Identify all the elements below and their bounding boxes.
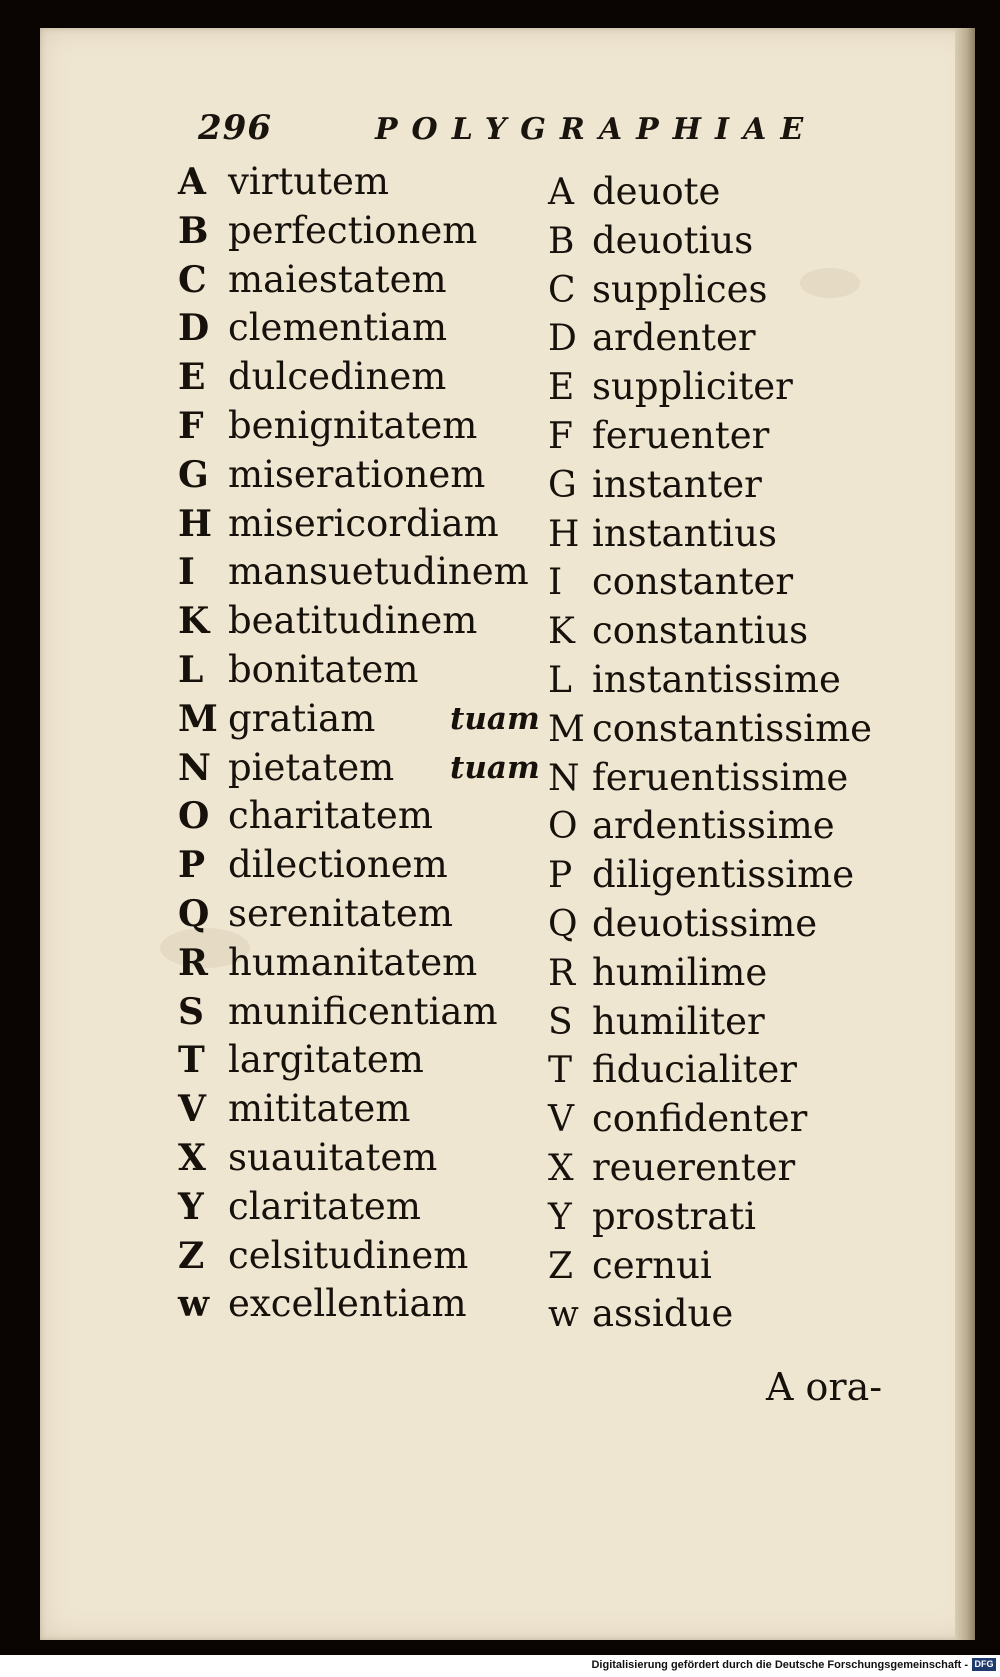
- right-column-row: [548, 558, 888, 607]
- cipher-letter: G: [178, 453, 209, 496]
- cipher-letter: V: [178, 1088, 206, 1131]
- left-column-row: [178, 548, 558, 597]
- left-column-row: [178, 353, 558, 402]
- cipher-word: virtutem: [228, 160, 389, 203]
- cipher-letter: R: [178, 941, 208, 984]
- left-column-row: [178, 695, 558, 744]
- right-column-row: [548, 1046, 888, 1095]
- cipher-letter: A: [548, 172, 574, 213]
- cipher-letter: B: [178, 209, 209, 252]
- cipher-letter: C: [548, 269, 576, 311]
- cipher-letter: M: [548, 708, 585, 750]
- cipher-word: miserationem: [228, 452, 486, 496]
- cipher-letter: H: [548, 513, 580, 555]
- cipher-word: excellentiam: [228, 1282, 467, 1326]
- cipher-word: munificentiam: [228, 989, 498, 1033]
- cipher-letter: G: [548, 464, 577, 506]
- left-column-row: [178, 890, 558, 939]
- left-column-row: [178, 1134, 558, 1183]
- right-column-row: [548, 1144, 888, 1193]
- cipher-letter: M: [178, 697, 218, 740]
- cipher-word: reuerenter: [592, 1145, 796, 1189]
- cipher-letter: O: [178, 795, 210, 838]
- cipher-word: dilectionem: [228, 843, 448, 887]
- cipher-word: feruentissime: [592, 755, 849, 799]
- cipher-letter: Q: [178, 892, 210, 935]
- left-column-row: [178, 451, 558, 500]
- cipher-letter: I: [178, 551, 195, 594]
- cipher-word: instanter: [592, 462, 762, 506]
- cipher-word: clementiam: [228, 306, 448, 350]
- cipher-letter: X: [548, 1147, 574, 1189]
- dfg-logo: DFG: [972, 1658, 996, 1671]
- right-column-row: [548, 1095, 888, 1144]
- left-column-row: [178, 841, 558, 890]
- left-column-row: [178, 1183, 558, 1232]
- cipher-word: diligentissime: [592, 853, 855, 897]
- cipher-letter: T: [548, 1050, 573, 1092]
- cipher-letter: O: [548, 806, 578, 848]
- cipher-letter: Z: [178, 1234, 205, 1277]
- cipher-word: confidenter: [592, 1097, 808, 1141]
- cipher-word: constantissime: [592, 706, 873, 750]
- cipher-letter: A: [178, 161, 206, 203]
- cipher-word: prostrati: [592, 1194, 756, 1238]
- cipher-letter: Y: [548, 1196, 572, 1238]
- left-column-row: [178, 304, 558, 353]
- left-column-row: [178, 1036, 558, 1085]
- cipher-word: dulcedinem: [228, 355, 447, 399]
- right-column-row: [548, 1242, 888, 1291]
- right-column-row: [548, 314, 888, 363]
- cipher-word: claritatem: [228, 1184, 421, 1228]
- cipher-word: humiliter: [592, 999, 765, 1043]
- cipher-word: serenitatem: [228, 891, 453, 935]
- right-column-row: [548, 900, 888, 949]
- left-column-row: [178, 207, 558, 256]
- right-column-row: [548, 949, 888, 998]
- catchword: A ora-: [766, 1365, 883, 1409]
- cipher-letter: S: [548, 1001, 573, 1043]
- cipher-letter: B: [548, 220, 575, 262]
- right-column-row: [548, 754, 888, 803]
- left-column-row: [178, 939, 558, 988]
- cipher-word: humanitatem: [228, 940, 478, 984]
- cipher-word: perfectionem: [228, 208, 478, 252]
- cipher-letter: S: [178, 990, 204, 1033]
- cipher-letter: w: [548, 1294, 579, 1336]
- cipher-word: feruenter: [592, 413, 770, 457]
- cipher-word: charitatem: [228, 794, 433, 838]
- cipher-word: deuotius: [592, 218, 754, 262]
- left-column-row: [178, 402, 558, 451]
- cipher-letter: Y: [178, 1185, 204, 1228]
- cipher-letter: X: [178, 1136, 206, 1179]
- right-column-row: [548, 266, 888, 315]
- cipher-word: ardentissime: [592, 804, 835, 848]
- right-column-row: [548, 802, 888, 851]
- cipher-letter: H: [178, 502, 213, 545]
- cipher-letter: Q: [548, 903, 578, 945]
- cipher-word: instantissime: [592, 657, 841, 701]
- running-title: POLYGRAPHIAE: [375, 112, 818, 147]
- cipher-letter: L: [548, 659, 572, 701]
- cipher-word: pietatem: [228, 745, 395, 789]
- cipher-suffix: tuam: [450, 700, 540, 737]
- left-column-row: [178, 988, 558, 1037]
- cipher-suffix: tuam: [450, 749, 540, 786]
- cipher-letter: Z: [548, 1245, 574, 1287]
- cipher-word: largitatem: [228, 1038, 424, 1082]
- left-column-row: [178, 1280, 558, 1329]
- page-spine-edge: [955, 28, 975, 1640]
- cipher-letter: L: [178, 648, 204, 691]
- cipher-letter: F: [178, 404, 204, 447]
- cipher-letter: T: [178, 1039, 205, 1082]
- cipher-letter: N: [178, 746, 211, 789]
- cipher-word: humilime: [592, 950, 768, 994]
- cipher-letter: C: [178, 258, 207, 301]
- cipher-letter: V: [548, 1099, 574, 1141]
- cipher-word: instantius: [592, 511, 777, 555]
- cipher-letter: K: [548, 611, 575, 653]
- cipher-letter: K: [178, 600, 210, 643]
- left-column-row: [178, 792, 558, 841]
- left-column-row: [178, 1085, 558, 1134]
- cipher-word: deuote: [592, 170, 721, 213]
- left-column-row: [178, 646, 558, 695]
- cipher-word: supplices: [592, 267, 768, 311]
- cipher-word: constanter: [592, 560, 794, 604]
- left-column-row: [178, 597, 558, 646]
- footer-credit: Digitalisierung gefördert durch die Deutsche Forschungsgemeinschaft -: [591, 1659, 968, 1671]
- cipher-word: deuotissime: [592, 901, 818, 945]
- left-column-row: [178, 1232, 558, 1281]
- right-column-row: [548, 656, 888, 705]
- cipher-word: fiducialiter: [592, 1048, 797, 1092]
- right-column-row: [548, 363, 888, 412]
- page-number: 296: [198, 108, 272, 148]
- cipher-letter: P: [178, 844, 206, 887]
- left-cipher-column: [178, 158, 558, 1329]
- cipher-word: bonitatem: [228, 647, 419, 691]
- right-column-row: [548, 705, 888, 754]
- cipher-word: assidue: [592, 1292, 734, 1336]
- cipher-word: constantius: [592, 609, 809, 653]
- cipher-word: ardenter: [592, 316, 756, 360]
- right-column-row: [548, 607, 888, 656]
- cipher-word: suauitatem: [228, 1135, 438, 1179]
- right-column-row: [548, 168, 888, 217]
- right-column-row: [548, 998, 888, 1047]
- cipher-letter: P: [548, 855, 573, 897]
- left-column-row: [178, 256, 558, 305]
- cipher-letter: D: [178, 307, 210, 350]
- cipher-word: mititatem: [228, 1087, 411, 1131]
- left-column-row: [178, 500, 558, 549]
- right-column-row: [548, 1290, 888, 1339]
- cipher-word: maiestatem: [228, 257, 447, 301]
- cipher-word: suppliciter: [592, 365, 793, 409]
- cipher-letter: F: [548, 415, 573, 457]
- cipher-letter: w: [178, 1283, 209, 1326]
- cipher-letter: I: [548, 562, 563, 604]
- left-column-row: [178, 158, 558, 207]
- cipher-word: cernui: [592, 1243, 712, 1287]
- right-column-row: [548, 461, 888, 510]
- cipher-word: celsitudinem: [228, 1233, 469, 1277]
- right-column-row: [548, 217, 888, 266]
- cipher-word: benignitatem: [228, 403, 478, 447]
- cipher-word: gratiam: [228, 696, 376, 740]
- cipher-word: mansuetudinem: [228, 550, 529, 594]
- cipher-letter: E: [178, 356, 206, 399]
- right-cipher-column: [548, 168, 888, 1339]
- left-column-row: [178, 744, 558, 793]
- cipher-word: misericordiam: [228, 501, 499, 545]
- cipher-letter: N: [548, 757, 580, 799]
- right-column-row: [548, 851, 888, 900]
- right-column-row: [548, 1193, 888, 1242]
- cipher-word: beatitudinem: [228, 599, 478, 643]
- right-column-row: [548, 510, 888, 559]
- right-column-row: [548, 412, 888, 461]
- cipher-letter: E: [548, 367, 575, 409]
- cipher-letter: D: [548, 318, 577, 360]
- cipher-letter: R: [548, 952, 576, 994]
